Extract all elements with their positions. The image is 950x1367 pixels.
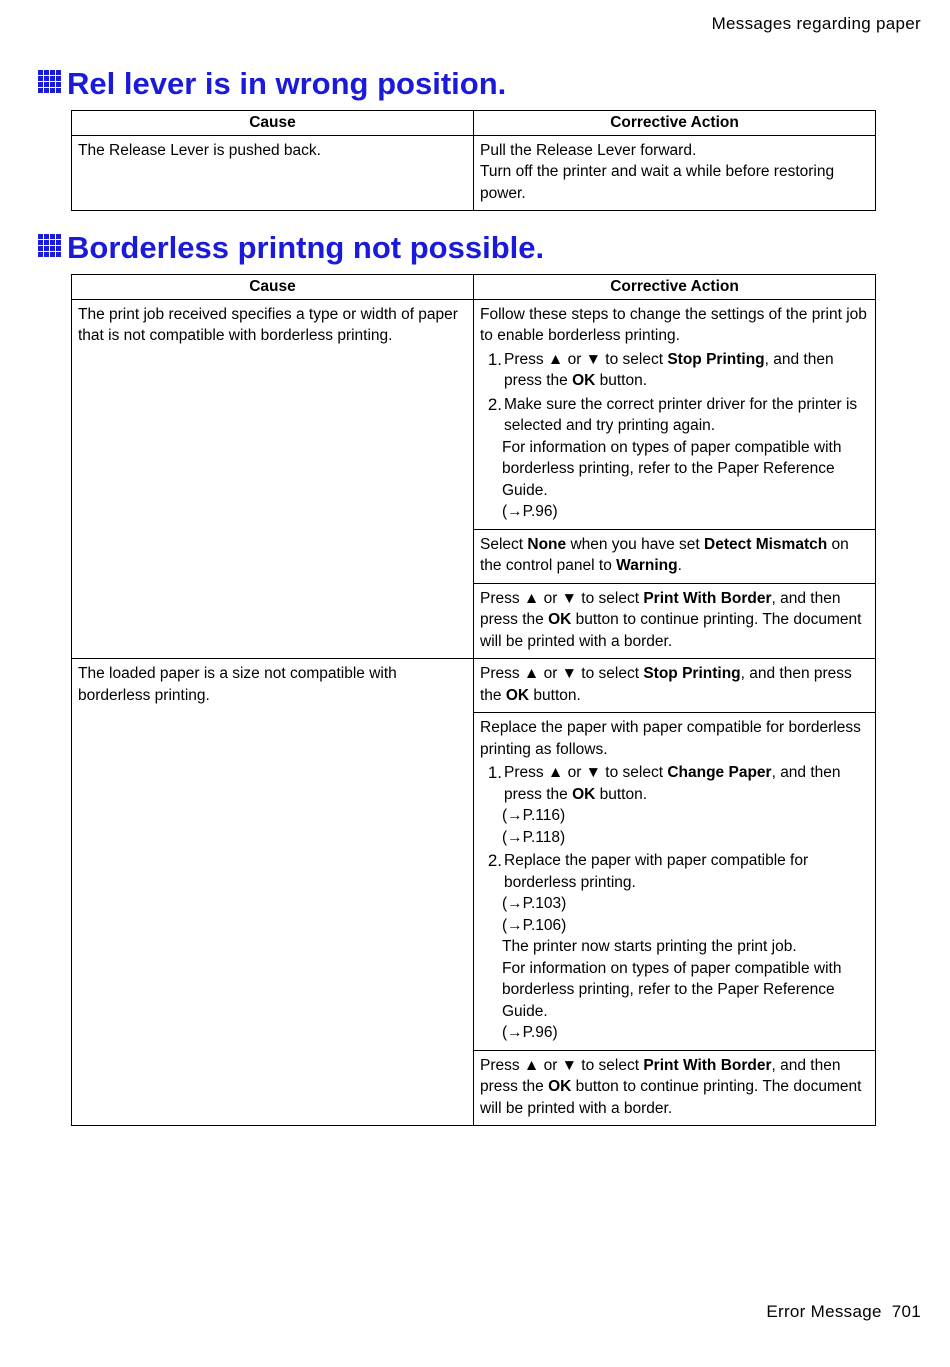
step-number: 2. bbox=[487, 851, 502, 870]
section-grid-icon bbox=[38, 70, 61, 93]
action-line: Pull the Release Lever forward. bbox=[480, 141, 697, 159]
footer-chapter: Error Message bbox=[766, 1302, 882, 1321]
step-number: 1. bbox=[487, 349, 502, 369]
page-number: 701 bbox=[891, 1302, 921, 1321]
step-note: The printer now starts printing the print job. bbox=[502, 938, 797, 955]
step-note: For information on types of paper compatible with borderless printing, refer to the Paper Reference Guide. bbox=[502, 438, 842, 499]
section-heading-borderless bbox=[38, 230, 544, 266]
cause-cell: The loaded paper is a size not compatible with borderless printing. bbox=[72, 659, 474, 1126]
corrective-action-header: Corrective Action bbox=[474, 111, 876, 136]
step-text: Press ▲ or ▼ to select Stop Printing, and then press the OK button. bbox=[504, 350, 834, 389]
step-text: Make sure the correct printer driver for the printer is selected and try printing again. bbox=[504, 395, 858, 434]
step-note: For information on types of paper compatible with borderless printing, refer to the Paper Reference Guide. bbox=[502, 959, 842, 1020]
page-reference-link[interactable]: (→P.103) bbox=[502, 895, 567, 912]
step-item bbox=[480, 394, 869, 437]
table-row bbox=[72, 299, 876, 529]
page-reference-link[interactable]: (→P.96) bbox=[502, 503, 558, 520]
cause-cell: The print job received specifies a type or width of paper that is not compatible with borderless printing. bbox=[72, 299, 474, 659]
cause-header: Cause bbox=[72, 275, 474, 300]
page-reference-link[interactable]: (→P.116) bbox=[502, 807, 566, 824]
rel-lever-table bbox=[71, 110, 876, 211]
cause-header: Cause bbox=[72, 111, 474, 136]
action-cell bbox=[474, 135, 876, 211]
step-item bbox=[480, 349, 869, 392]
step-item bbox=[480, 850, 869, 893]
action-cell bbox=[474, 713, 876, 1051]
section-title: Borderless printng not possible. bbox=[67, 230, 545, 265]
step-item bbox=[480, 762, 869, 805]
page-reference-link[interactable]: (→P.118) bbox=[502, 828, 566, 846]
action-cell: Press ▲ or ▼ to select Print With Border, and then press the OK button to continue printing. The document will be printed with a border. bbox=[474, 1050, 876, 1126]
step-number: 2. bbox=[487, 394, 502, 414]
section-title: Rel lever is in wrong position. bbox=[67, 66, 507, 101]
borderless-table bbox=[71, 274, 876, 1126]
page-reference-link[interactable]: (→P.96) bbox=[502, 1024, 558, 1041]
table-header-row bbox=[72, 275, 876, 300]
section-heading-rel-lever bbox=[38, 66, 506, 102]
action-cell: Press ▲ or ▼ to select Print With Border, and then press the OK button to continue printing. The document will be printed with a border. bbox=[474, 583, 876, 659]
action-line: Turn off the printer and wait a while before restoring power. bbox=[480, 163, 835, 202]
running-header: Messages regarding paper bbox=[711, 14, 921, 33]
action-cell: Press ▲ or ▼ to select Stop Printing, and then press the OK button. bbox=[474, 659, 876, 713]
page-footer bbox=[766, 1302, 921, 1322]
action-cell bbox=[474, 299, 876, 529]
action-intro: Replace the paper with paper compatible for borderless printing as follows. bbox=[480, 719, 861, 758]
table-header-row bbox=[72, 111, 876, 136]
step-number: 1. bbox=[487, 763, 502, 782]
corrective-action-header: Corrective Action bbox=[474, 275, 876, 300]
step-text: Press ▲ or ▼ to select Change Paper, and then press the OK button. bbox=[504, 764, 841, 803]
table-row bbox=[72, 659, 876, 713]
action-intro: Follow these steps to change the settings of the print job to enable borderless printing. bbox=[480, 305, 867, 344]
table-row bbox=[72, 135, 876, 211]
page-reference-link[interactable]: (→P.106) bbox=[502, 916, 567, 934]
cause-cell: The Release Lever is pushed back. bbox=[72, 135, 474, 211]
step-text: Replace the paper with paper compatible for borderless printing. bbox=[504, 852, 809, 891]
action-cell: Select None when you have set Detect Mismatch on the control panel to Warning. bbox=[474, 529, 876, 583]
section-grid-icon bbox=[38, 234, 61, 257]
